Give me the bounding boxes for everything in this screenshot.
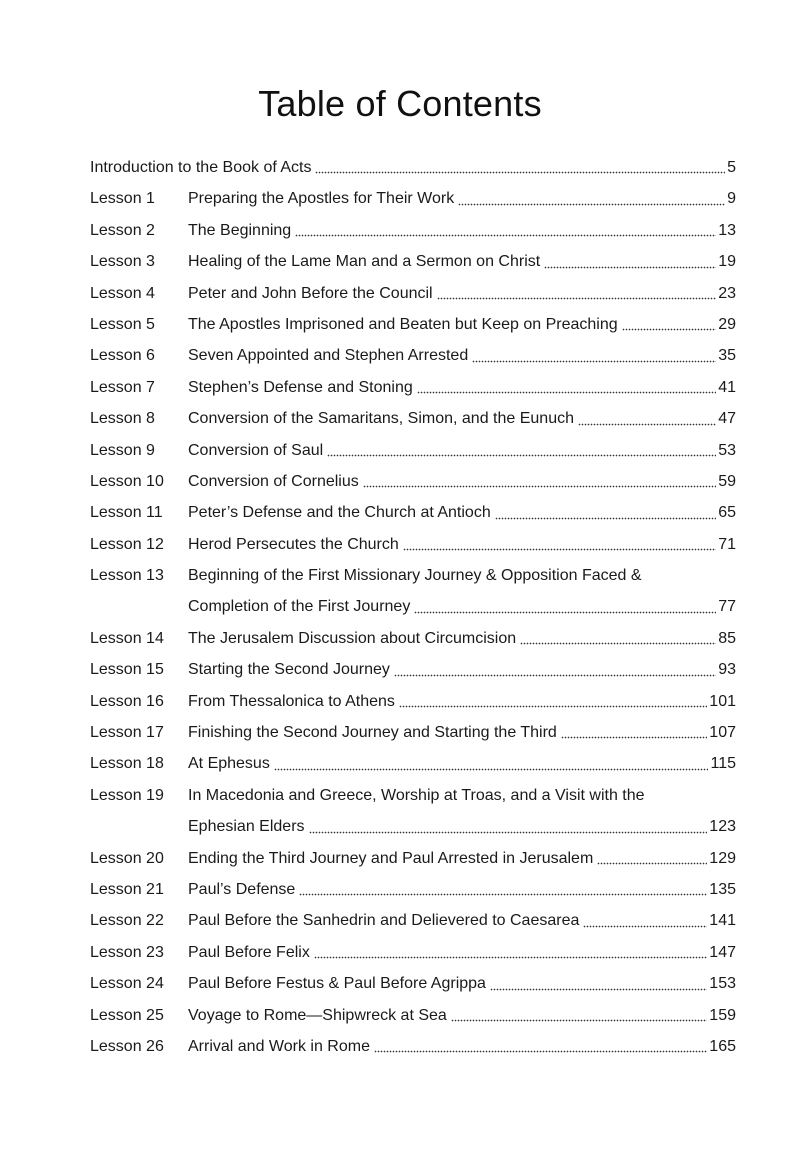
- toc-entry-title: Healing of the Lame Man and a Sermon on Christ: [188, 253, 541, 271]
- toc-page-number: 29: [718, 315, 736, 333]
- lesson-number-label: Lesson 7: [90, 378, 155, 396]
- toc-page-number: 23: [718, 284, 736, 302]
- toc-page-number: 107: [709, 724, 736, 742]
- toc-entry-lesson[interactable]: [90, 717, 736, 748]
- toc-entry-lesson[interactable]: [90, 780, 736, 811]
- lesson-number-label: Lesson 24: [90, 975, 164, 993]
- lesson-number-label: Lesson 3: [90, 253, 155, 271]
- toc-entry-lesson[interactable]: [90, 874, 736, 905]
- dot-leader: [399, 696, 707, 708]
- toc-entry-lesson[interactable]: [90, 968, 736, 999]
- toc-entry-title: At Ephesus: [188, 755, 270, 773]
- toc-entry-title: Conversion of the Samaritans, Simon, and the Eunuch: [188, 410, 574, 428]
- toc-page-number: 101: [709, 692, 736, 710]
- toc-entry-title: Paul Before the Sanhedrin and Delievered to Caesarea: [188, 912, 580, 930]
- toc-entry-title: Introduction to the Book of Acts: [90, 159, 312, 176]
- toc-entry-title: Stephen’s Defense and Stoning: [188, 378, 413, 396]
- lesson-number-label: Lesson 10: [90, 472, 164, 490]
- lesson-number-label: Lesson 4: [90, 284, 155, 302]
- toc-entry-title: Finishing the Second Journey and Starting the Third: [188, 724, 557, 742]
- toc-entry-lesson[interactable]: [90, 623, 736, 654]
- toc-page-number: 165: [709, 1037, 736, 1055]
- dot-leader: [520, 633, 716, 645]
- toc-entry-lesson[interactable]: [90, 654, 736, 685]
- toc-entry-lesson[interactable]: [90, 435, 736, 466]
- toc-entry-lesson[interactable]: [90, 403, 736, 434]
- toc-entry-lesson[interactable]: [90, 497, 736, 528]
- dot-leader: [299, 884, 707, 896]
- toc-page-number: 9: [727, 190, 736, 208]
- lesson-number-label: Lesson 15: [90, 661, 164, 679]
- lesson-number-label: Lesson 25: [90, 1006, 164, 1024]
- dot-leader: [414, 602, 716, 614]
- dot-leader: [417, 382, 716, 394]
- toc-entry-title: Seven Appointed and Stephen Arrested: [188, 347, 469, 365]
- toc-entry-lesson[interactable]: [90, 215, 736, 246]
- toc-entry-lesson[interactable]: [90, 278, 736, 309]
- page-title: Table of Contents: [258, 83, 542, 124]
- dot-leader: [472, 351, 716, 363]
- toc-entry-lesson[interactable]: [90, 937, 736, 968]
- lesson-number-label: Lesson 9: [90, 441, 155, 459]
- dot-leader: [583, 916, 707, 928]
- toc-entry-title: Paul Before Festus & Paul Before Agrippa: [188, 975, 486, 993]
- toc-entry-title: From Thessalonica to Athens: [188, 692, 395, 710]
- toc-page-number: 129: [709, 849, 736, 867]
- toc-entry-lesson[interactable]: [90, 529, 736, 560]
- toc-entry-title: Paul Before Felix: [188, 943, 310, 961]
- toc-entry-title: Peter’s Defense and the Church at Antioch: [188, 504, 491, 522]
- lesson-number-label: Lesson 2: [90, 221, 155, 239]
- toc-entry-lesson[interactable]: [90, 183, 736, 214]
- toc-page-number: 5: [727, 159, 736, 176]
- toc-entry-title: Starting the Second Journey: [188, 661, 390, 679]
- dot-leader: [403, 539, 716, 551]
- toc-entry-lesson[interactable]: [90, 560, 736, 591]
- toc-entry-lesson[interactable]: [90, 466, 736, 497]
- dot-leader: [597, 853, 707, 865]
- lesson-number-label: Lesson 11: [90, 504, 163, 522]
- dot-leader: [578, 414, 716, 426]
- dot-leader: [309, 822, 708, 834]
- dot-leader: [451, 1010, 707, 1022]
- toc-entry-title: Conversion of Cornelius: [188, 472, 359, 490]
- dot-leader: [315, 162, 725, 174]
- lesson-number-label: Lesson 1: [90, 190, 155, 208]
- dot-leader: [314, 947, 707, 959]
- toc-entry-lesson[interactable]: [90, 843, 736, 874]
- lesson-number-label: Lesson 17: [90, 724, 164, 742]
- toc-entry-title: The Beginning: [188, 221, 292, 239]
- toc-page-number: 77: [718, 598, 736, 616]
- toc-entry-lesson[interactable]: [90, 748, 736, 779]
- toc-entry-lesson[interactable]: [90, 1031, 736, 1062]
- toc-entry-lesson[interactable]: [90, 340, 736, 371]
- toc-entry-continuation[interactable]: [90, 591, 736, 622]
- dot-leader: [544, 257, 716, 269]
- toc-entry-lesson[interactable]: [90, 372, 736, 403]
- dot-leader: [561, 727, 707, 739]
- toc-page-number: 135: [709, 880, 736, 898]
- toc-entry-title: Peter and John Before the Council: [188, 284, 433, 302]
- dot-leader: [622, 319, 717, 331]
- toc-entry-lesson[interactable]: [90, 246, 736, 277]
- toc-page-number: 141: [709, 912, 736, 930]
- lesson-number-label: Lesson 22: [90, 912, 164, 930]
- toc-entry-title: In Macedonia and Greece, Worship at Troas, and a Visit with the: [188, 786, 645, 804]
- toc-page-number: 59: [718, 472, 736, 490]
- lesson-number-label: Lesson 14: [90, 629, 164, 647]
- toc-entry-lesson[interactable]: [90, 905, 736, 936]
- dot-leader: [374, 1041, 707, 1053]
- table-of-contents: [90, 152, 736, 1062]
- lesson-number-label: Lesson 26: [90, 1037, 164, 1055]
- toc-page-number: 115: [710, 755, 736, 773]
- lesson-number-label: Lesson 16: [90, 692, 164, 710]
- toc-entry-title: The Jerusalem Discussion about Circumcision: [188, 629, 517, 647]
- toc-page-number: 85: [718, 629, 736, 647]
- toc-entry-title: Conversion of Saul: [188, 441, 324, 459]
- toc-page-number: 71: [718, 535, 736, 553]
- toc-entry-title: Beginning of the First Missionary Journey & Opposition Faced &: [188, 567, 642, 585]
- lesson-number-label: Lesson 20: [90, 849, 164, 867]
- lesson-number-label: Lesson 12: [90, 535, 164, 553]
- toc-entry-title: Arrival and Work in Rome: [188, 1037, 370, 1055]
- toc-page-number: 35: [718, 347, 736, 365]
- lesson-number-label: Lesson 18: [90, 755, 164, 773]
- toc-page-number: 19: [718, 253, 736, 271]
- lesson-number-label: Lesson 5: [90, 315, 155, 333]
- dot-leader: [274, 759, 709, 771]
- toc-entry-continuation[interactable]: [90, 811, 736, 842]
- lesson-number-label: Lesson 8: [90, 410, 155, 428]
- dot-leader: [394, 665, 716, 677]
- toc-entry-lesson[interactable]: [90, 686, 736, 717]
- lesson-number-label: Lesson 13: [90, 567, 164, 585]
- toc-page-number: 159: [709, 1006, 736, 1024]
- dot-leader: [437, 288, 717, 300]
- toc-page-number: 147: [709, 943, 736, 961]
- toc-entry-introduction[interactable]: [90, 152, 736, 183]
- dot-leader: [458, 194, 725, 206]
- toc-page-number: 123: [709, 818, 736, 836]
- lesson-number-label: Lesson 23: [90, 943, 164, 961]
- toc-entry-title: Voyage to Rome—Shipwreck at Sea: [188, 1006, 447, 1024]
- toc-page-number: 41: [718, 378, 736, 396]
- toc-entry-title-continued: Completion of the First Journey: [188, 598, 411, 616]
- lesson-number-label: Lesson 21: [90, 880, 164, 898]
- dot-leader: [295, 225, 716, 237]
- toc-entry-lesson[interactable]: [90, 1000, 736, 1031]
- dot-leader: [495, 508, 716, 520]
- toc-page-number: 13: [718, 221, 736, 239]
- toc-page-number: 47: [718, 410, 736, 428]
- toc-page-number: 65: [718, 504, 736, 522]
- toc-page-number: 53: [718, 441, 736, 459]
- lesson-number-label: Lesson 6: [90, 347, 155, 365]
- dot-leader: [490, 979, 707, 991]
- toc-page-number: 153: [709, 975, 736, 993]
- toc-entry-title: Preparing the Apostles for Their Work: [188, 190, 455, 208]
- toc-entry-title: Ending the Third Journey and Paul Arrested in Jerusalem: [188, 849, 594, 867]
- toc-entry-title: The Apostles Imprisoned and Beaten but Keep on Preaching: [188, 315, 618, 333]
- dot-leader: [327, 445, 716, 457]
- toc-entry-title-continued: Ephesian Elders: [188, 818, 305, 836]
- dot-leader: [363, 476, 716, 488]
- lesson-number-label: Lesson 19: [90, 786, 164, 804]
- toc-page-number: 93: [718, 661, 736, 679]
- toc-entry-title: Paul’s Defense: [188, 880, 296, 898]
- toc-entry-lesson[interactable]: [90, 309, 736, 340]
- toc-entry-title: Herod Persecutes the Church: [188, 535, 399, 553]
